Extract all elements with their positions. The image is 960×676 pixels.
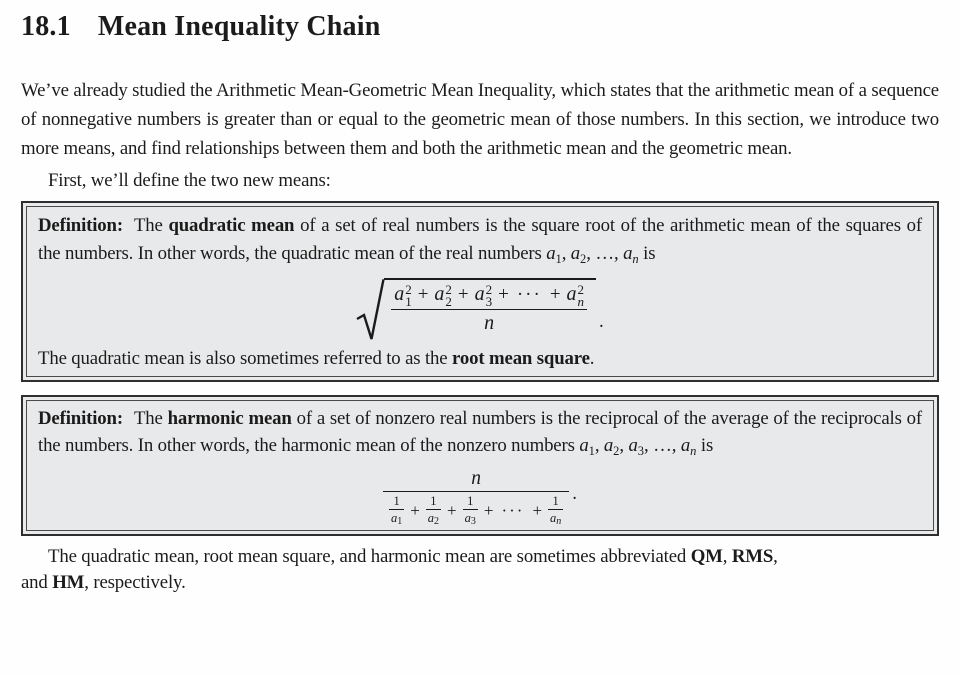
definition-box-quadratic-inner [26, 206, 934, 377]
closing-text: and [21, 571, 53, 593]
quadratic-mean-definition-text [38, 212, 922, 273]
formula-numerator [391, 283, 587, 310]
math-var: a [623, 243, 633, 264]
definition-text: , [619, 435, 629, 456]
math-var: a [394, 283, 405, 305]
definition-text: , …, [586, 243, 624, 264]
math-dots: ··· [516, 283, 542, 305]
definition-text: of a set of real numbers is the square root of the arithmetic mean of the squares of the numbers. In other words, the quadratic mean of the real numbers [38, 215, 922, 264]
closing-text: , [722, 545, 732, 567]
radical-sign-icon [356, 278, 386, 342]
math-sub: 3 [470, 515, 476, 527]
term-harmonic-mean: harmonic mean [167, 408, 292, 429]
square-root [356, 278, 596, 342]
section-number: 18.1 [21, 11, 71, 42]
definition-box-harmonic-inner [26, 400, 934, 531]
math-sub: 2 [580, 252, 587, 266]
math-operator: + [457, 283, 469, 305]
note-text: The quadratic mean is also sometimes referred to as the [38, 348, 453, 369]
math-num: 1 [552, 494, 559, 508]
math-sub: 2 [445, 293, 452, 309]
section-heading [21, 10, 939, 44]
math-var: a [566, 283, 577, 305]
math-var: a [570, 243, 581, 264]
definition-label: Definition: [38, 408, 123, 429]
term-quadratic-mean: quadratic mean [168, 215, 295, 236]
formula-denominator [383, 491, 569, 528]
definition-text: , [594, 435, 604, 456]
math-operator: + [410, 501, 420, 521]
math-sup: 2 [577, 282, 585, 297]
formula-numerator: n [471, 468, 481, 489]
math-dots: ··· [501, 501, 525, 521]
math-num: 1 [393, 494, 400, 508]
math-sup: 2 [405, 282, 412, 297]
quadratic-mean-formula [38, 278, 922, 342]
harmonic-mean-formula [38, 467, 922, 528]
fraction [383, 467, 569, 528]
math-sub: 1 [397, 515, 403, 527]
abbrev-hm: HM [52, 571, 85, 593]
math-term [566, 282, 585, 309]
math-var: a [628, 435, 638, 456]
leadin-paragraph: First, we’ll define the two new means: [48, 170, 331, 191]
definition-text: The [133, 408, 168, 429]
math-sub: n [577, 293, 585, 309]
definition-text: is [638, 243, 656, 264]
unit-fraction [426, 495, 441, 528]
math-sub: 2 [434, 515, 440, 527]
math-var: a [550, 510, 557, 525]
abbrev-qm: QM [690, 545, 723, 567]
definition-text: of a set of nonzero real numbers is the reciprocal of the average of the reciprocals of the numbers. In other words, the harmonic mean of the nonzero numbers [38, 408, 922, 456]
math-var: a [680, 435, 691, 456]
abbrev-rms: RMS [731, 545, 774, 567]
math-term [474, 282, 493, 309]
textbook-page [21, 10, 939, 596]
math-var: a [434, 283, 445, 305]
closing-paragraph [21, 544, 939, 596]
math-sup: 2 [485, 282, 493, 297]
math-term [394, 282, 412, 309]
math-sub: n [556, 515, 562, 527]
unit-fraction [548, 495, 563, 528]
math-var: a [427, 510, 435, 525]
definition-text: , …, [644, 435, 681, 456]
math-var: a [603, 435, 614, 456]
definition-box-harmonic-mean [21, 395, 939, 536]
math-sub: 1 [555, 252, 562, 266]
closing-text: , respectively. [84, 571, 186, 593]
math-sup: 2 [445, 282, 452, 297]
formula-denominator: n [484, 312, 495, 334]
math-sub: n [690, 444, 697, 458]
note-text: . [589, 348, 595, 369]
fraction [391, 283, 587, 334]
math-operator: + [549, 283, 561, 305]
math-num: 1 [430, 494, 437, 508]
formula-period: . [599, 311, 604, 332]
unit-fraction [389, 495, 404, 528]
definition-text: The [133, 215, 169, 236]
math-sub: 1 [405, 293, 412, 309]
harmonic-mean-definition-text [38, 405, 922, 465]
definition-text: is [696, 435, 714, 456]
math-operator: + [417, 283, 429, 305]
math-operator: + [447, 501, 457, 521]
math-operator: + [498, 283, 509, 305]
math-operator: + [483, 501, 494, 521]
math-var: a [579, 435, 589, 456]
math-sub: 3 [637, 444, 644, 458]
closing-text: , [773, 545, 778, 567]
math-sub: 3 [485, 293, 493, 309]
math-var: a [464, 510, 471, 525]
math-var: a [390, 510, 398, 525]
intro-paragraph: We’ve already studied the Arithmetic Mean-Geometric Mean Inequality, which states that the arithmetic mean of a sequence of nonnegative numbers is greater than or equal to the geometric mean of those numbers. In this section, we introduce two more means, and find relationships between them and both the arithmetic mean and the geometric mean. [21, 80, 939, 159]
definition-text: , [561, 243, 571, 264]
math-term [434, 282, 452, 309]
quadratic-mean-note [38, 345, 922, 373]
math-var: a [546, 243, 556, 264]
definition-label: Definition: [38, 215, 123, 236]
closing-text: The quadratic mean, root mean square, and harmonic mean are sometimes abbreviated [48, 545, 691, 567]
math-operator: + [532, 501, 543, 521]
math-var: a [474, 283, 485, 305]
math-sub: 2 [613, 444, 620, 458]
term-root-mean-square: root mean square [452, 348, 590, 369]
radicand [384, 278, 596, 334]
math-num: 1 [467, 494, 474, 508]
section-title: Mean Inequality Chain [97, 11, 381, 42]
formula-period: . [572, 483, 578, 505]
unit-fraction [463, 495, 478, 528]
math-sub: n [632, 252, 639, 266]
math-sub: 1 [588, 444, 595, 458]
definition-box-quadratic-mean [21, 201, 939, 382]
